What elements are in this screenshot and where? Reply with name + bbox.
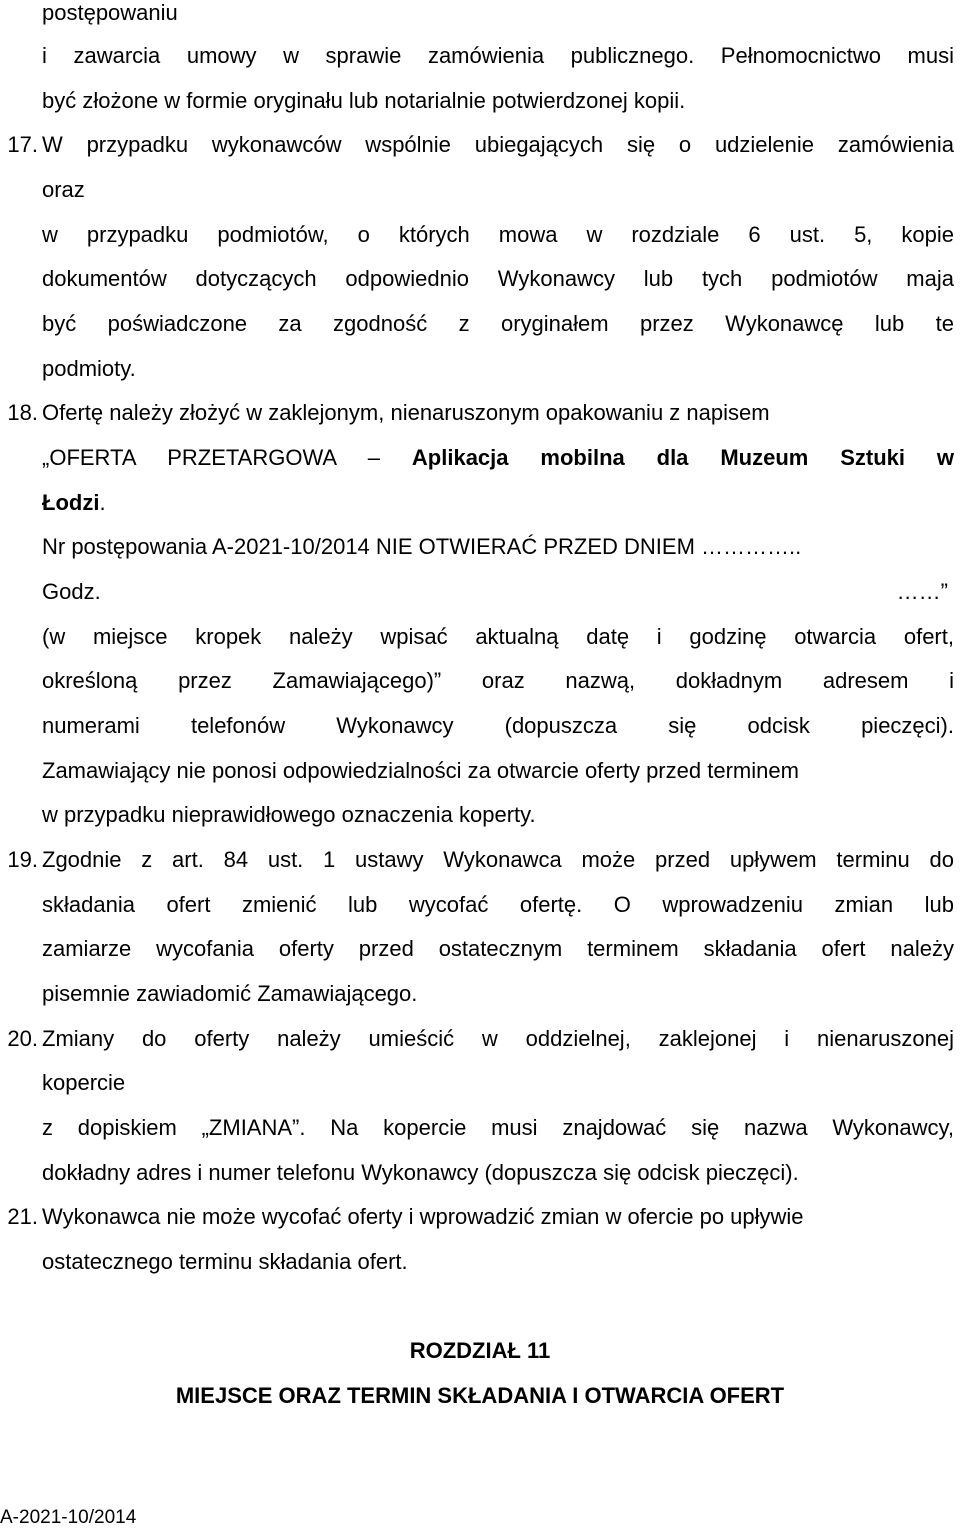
text-line: Zmiany do oferty należy umieścić w oddzielnej, zaklejonej i nienaruszonej <box>42 1026 954 1051</box>
project-name: Aplikacja mobilna dla Muzeum Sztuki w <box>411 445 954 470</box>
text-line: pisemnie zawiadomić Zamawiającego. <box>42 981 418 1006</box>
text-line: ostatecznego terminu składania ofert. <box>42 1249 408 1274</box>
item-number: 18. <box>7 400 38 425</box>
text-line: numerami telefonów Wykonawcy (dopuszcza się odcisk pieczęci). <box>42 713 954 738</box>
page-footer: A-2021-10/2014 <box>0 1507 137 1528</box>
text-line: w przypadku nieprawidłowego oznaczenia koperty. <box>42 802 536 827</box>
text-line: Ofertę należy złożyć w zaklejonym, nienaruszonym opakowaniu z napisem <box>42 400 770 425</box>
text-line <box>42 490 106 516</box>
item-number: 21. <box>7 1204 38 1229</box>
punct: . <box>99 490 106 515</box>
text-line: kopercie <box>42 1070 126 1095</box>
label-text: „OFERTA PRZETARGOWA – <box>42 445 412 470</box>
project-name-end: Łodzi <box>42 490 100 515</box>
text-line <box>42 445 954 471</box>
text-line: zamiarze wycofania oferty przed ostatecznym terminem składania ofert należy <box>42 936 954 961</box>
text-line: podmioty. <box>42 356 136 381</box>
item-number: 20. <box>7 1026 38 1051</box>
text-line: Zgodnie z art. 84 ust. 1 ustawy Wykonawca może przed upływem terminu do <box>42 847 954 872</box>
text-line: W przypadku wykonawców wspólnie ubiegających się o udzielenie zamówienia <box>42 132 954 157</box>
text-line: i zawarcia umowy w sprawie zamówienia publicznego. Pełnomocnictwo musi <box>42 43 954 68</box>
text-line: dokumentów dotyczących odpowiednio Wykonawcy lub tych podmiotów maja <box>42 266 954 291</box>
text-line: ……” <box>896 579 948 604</box>
item-number: 19. <box>7 847 38 872</box>
text-line: być poświadczone za zgodność z oryginałem przez Wykonawcę lub te <box>42 311 954 336</box>
item-number: 17. <box>7 132 38 157</box>
text-line: z dopiskiem „ZMIANA”. Na kopercie musi znajdować się nazwa Wykonawcy, <box>42 1115 954 1140</box>
text-line: dokładny adres i numer telefonu Wykonawcy (dopuszcza się odcisk pieczęci). <box>42 1160 799 1185</box>
text-line: składania ofert zmienić lub wycofać ofertę. O wprowadzeniu zmian lub <box>42 892 954 917</box>
text-line: Zamawiający nie ponosi odpowiedzialności za otwarcie oferty przed terminem <box>42 758 799 783</box>
text-line: (w miejsce kropek należy wpisać aktualną datę i godzinę otwarcia ofert, <box>42 624 954 649</box>
text-line: Wykonawca nie może wycofać oferty i wprowadzić zmian w ofercie po upływie <box>42 1204 804 1229</box>
text-line: Godz. <box>42 579 101 604</box>
chapter-title: ROZDZIAŁ 11 <box>409 1338 551 1363</box>
text-line: postępowaniu <box>42 0 178 25</box>
text-line: Nr postępowania A-2021-10/2014 NIE OTWIERAĆ PRZED DNIEM ………….. <box>42 534 802 559</box>
text-line: oraz <box>42 177 85 202</box>
text-line: w przypadku podmiotów, o których mowa w rozdziale 6 ust. 5, kopie <box>42 222 954 247</box>
text-line: określoną przez Zamawiającego)” oraz nazwą, dokładnym adresem i <box>42 668 954 693</box>
text-line: być złożone w formie oryginału lub notarialnie potwierdzonej kopii. <box>42 88 686 113</box>
chapter-subtitle: MIEJSCE ORAZ TERMIN SKŁADANIA I OTWARCIA OFERT <box>175 1383 785 1408</box>
